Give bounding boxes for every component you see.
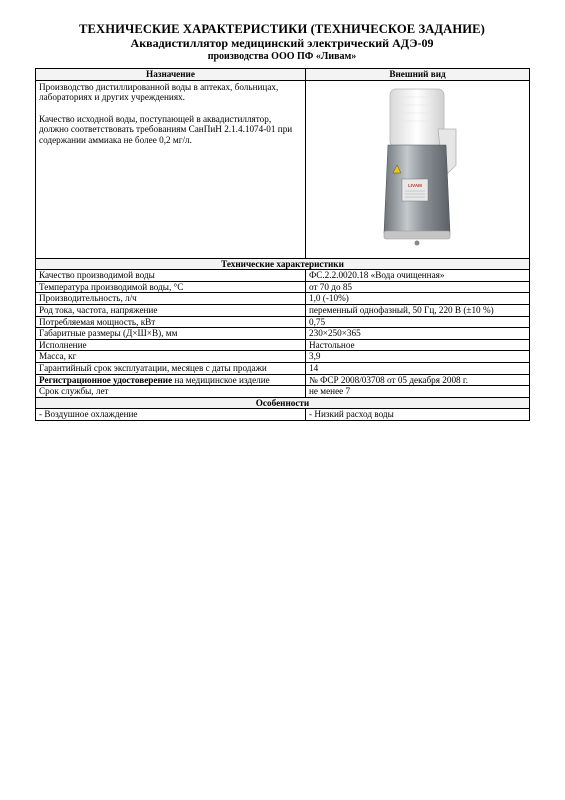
spec-value: переменный однофазный, 50 Гц, 220 В (±10 %) bbox=[306, 304, 530, 316]
table-row bbox=[36, 304, 530, 316]
feature-left: - Воздушное охлаждение bbox=[36, 409, 306, 421]
distiller-image bbox=[368, 83, 468, 255]
spec-name: Потребляемая мощность, кВт bbox=[36, 316, 306, 328]
spec-name bbox=[36, 374, 306, 386]
spec-name: Габаритные размеры (Д×Ш×В), мм bbox=[36, 328, 306, 340]
specs-heading: Технические характеристики bbox=[36, 258, 530, 270]
spec-table bbox=[35, 68, 530, 421]
table-row bbox=[36, 351, 530, 363]
table-row bbox=[36, 270, 530, 282]
table-row bbox=[36, 362, 530, 374]
features-heading: Особенности bbox=[36, 397, 530, 409]
spec-name-rest: на медицинское изделие bbox=[172, 374, 270, 385]
product-name: Аквадистиллятор медицинский электрический АДЭ-09 bbox=[130, 36, 434, 50]
table-row bbox=[36, 281, 530, 293]
spec-name: Исполнение bbox=[36, 339, 306, 351]
purpose-text-1: Производство дистиллированной воды в аптеках, больницах, лабораториях и других учреждениях. bbox=[39, 81, 279, 103]
purpose-cell bbox=[36, 80, 306, 258]
document-title: ТЕХНИЧЕСКИЕ ХАРАКТЕРИСТИКИ (ТЕХНИЧЕСКОЕ ЗАДАНИЕ) bbox=[79, 22, 485, 36]
manufacturer-line: производства ООО ПФ «Ливам» bbox=[207, 51, 357, 62]
device-photo-cell bbox=[306, 80, 530, 258]
spec-name: Температура производимой воды, °С bbox=[36, 281, 306, 293]
document-page bbox=[35, 22, 529, 421]
table-header-row bbox=[36, 69, 530, 81]
appearance-header: Внешний вид bbox=[306, 69, 530, 81]
purpose-row bbox=[36, 80, 530, 258]
purpose-text-2: Качество исходной воды, поступающей в аквадистиллятор, должно соответствовать требованиям СанПиН 2.1.4.1074-01 при содержании аммиака не более 0,2 мг/л. bbox=[39, 113, 293, 145]
feature-right: - Низкий расход воды bbox=[306, 409, 530, 421]
spec-name: Качество производимой воды bbox=[36, 270, 306, 282]
table-row bbox=[36, 374, 530, 386]
table-row bbox=[36, 316, 530, 328]
spec-value: № ФСР 2008/03708 от 05 декабря 2008 г. bbox=[306, 374, 530, 386]
spec-value: 0,75 bbox=[306, 316, 530, 328]
table-row bbox=[36, 328, 530, 340]
table-row bbox=[36, 386, 530, 398]
table-row bbox=[36, 293, 530, 305]
spec-value: 230×250×365 bbox=[306, 328, 530, 340]
spec-value: от 70 до 85 bbox=[306, 281, 530, 293]
spec-value: не менее 7 bbox=[306, 386, 530, 398]
spec-name: Род тока, частота, напряжение bbox=[36, 304, 306, 316]
spec-value: Настольное bbox=[306, 339, 530, 351]
spec-value: 14 bbox=[306, 362, 530, 374]
spec-name-bold: Регистрационное удостоверение bbox=[39, 374, 173, 385]
spec-name: Производительность, л/ч bbox=[36, 293, 306, 305]
spec-name: Масса, кг bbox=[36, 351, 306, 363]
purpose-header: Назначение bbox=[36, 69, 306, 81]
spec-name: Срок службы, лет bbox=[36, 386, 306, 398]
device-label: LIVAM bbox=[407, 183, 422, 189]
spec-value: 3,9 bbox=[306, 351, 530, 363]
features-heading-row bbox=[36, 397, 530, 409]
spec-value: 1,0 (-10%) bbox=[306, 293, 530, 305]
spec-value: ФС.2.2.0020.18 «Вода очищенная» bbox=[306, 270, 530, 282]
spec-name: Гарантийный срок эксплуатации, месяцев с даты продажи bbox=[36, 362, 306, 374]
features-row bbox=[36, 409, 530, 421]
table-row bbox=[36, 339, 530, 351]
specs-heading-row bbox=[36, 258, 530, 270]
